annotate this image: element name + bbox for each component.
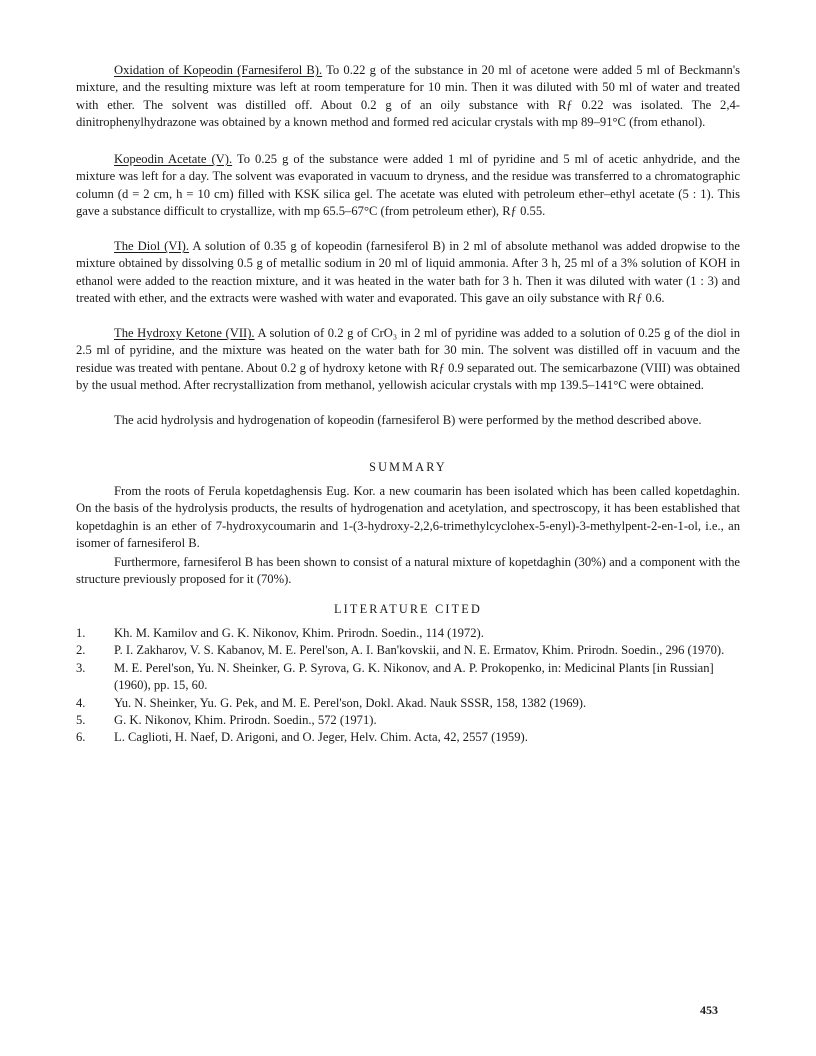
summary-paragraph-2 (76, 554, 740, 589)
section-heading-oxidation: Oxidation of Kopeodin (Farnesiferol B). (114, 63, 323, 77)
reference-text: M. E. Perel'son, Yu. N. Sheinker, G. P. Syrova, G. K. Nikonov, and A. P. Prokopenko, in: Medicinal Plants [in Russian] (1960), pp. 15, 60. (114, 660, 714, 693)
reference-number: 2. (76, 643, 86, 658)
summary-text: Furthermore, farnesiferol B has been shown to consist of a natural mixture of kopetdaghin (30%) and a component with the structure previously proposed for it (70%). (76, 555, 740, 587)
reference-text: L. Caglioti, H. Naef, D. Arigoni, and O. Jeger, Helv. Chim. Acta, 42, 2557 (1959). (114, 730, 528, 745)
paragraph-hydroxy-ketone (76, 325, 740, 395)
paragraph-body: The acid hydrolysis and hydrogenation of kopeodin (farnesiferol B) were performed by the method described above. (114, 413, 702, 427)
reference-item (76, 695, 740, 712)
paragraph-body: To 0.25 g of the substance were added 1 ml of pyridine and 5 ml of acetic anhydride, and the mixture was left for a day. The solvent was evaporated in vacuum to dryness, and the residue was transferred to a chromatographic column (d = 2 cm, h = 10 cm) filled with KSK silica gel. The acetate was eluted with petroleum ether–ethyl acetate (5 : 1). This gave a substance difficult to crystallize, with mp 65.5–67°C (from petroleum ether), Rƒ 0.55. (76, 152, 740, 219)
reference-text: Yu. N. Sheinker, Yu. G. Pek, and M. E. Perel'son, Dokl. Akad. Nauk SSSR, 158, 1382 (1969). (114, 695, 587, 710)
summary-text: From the roots of Ferula kopetdaghensis Eug. Kor. a new coumarin has been isolated which has been called kopetdaghin. On the basis of the hydrolysis products, the results of hydrogenation and acetylation, and spectroscopy, it has been established that kopetdaghin is an ether of 7-hydroxycoumarin and 1-(3-hydroxy-2,2,6-trimethylcyclohex-5-enyl)-3-methylpent-2-en-1-ol, i.e., an isomer of farnesiferol B. (76, 484, 740, 551)
paragraph-body: To 0.22 g of the substance in 20 ml of acetone were added 5 ml of Beckmann's mixture, and the resulting mixture was left at room temperature for 10 min. Then it was diluted with 50 ml of water and treated with ether. The solvent was distilled off. About 0.2 g of an oily substance with Rƒ 0.22 was isolated. The 2,4-dinitrophenylhydrazone was obtained by a known method and formed red acicular crystals with mp 89–91°C (from ethanol). (76, 63, 740, 130)
reference-number: 4. (76, 695, 86, 710)
reference-number: 1. (76, 626, 86, 640)
paragraph-body: A solution of 0.35 g of kopeodin (farnesiferol B) in 2 ml of absolute methanol was added dropwise to the mixture obtained by dissolving 0.5 g of metallic sodium in 20 ml of liquid ammonia. After 3 h, 25 ml of a 3% solution of KOH in ethanol were added to the reaction mixture, and it was heated in the water bath for 3 h. Then it was diluted with water (1 : 3) and treated with ether, and the extracts were washed with water and evaporated. This gave an oily substance with Rƒ 0.6. (76, 239, 740, 306)
paragraph-acetate (76, 151, 740, 221)
reference-number: 6. (76, 730, 86, 745)
summary-paragraph-1 (76, 483, 740, 553)
reference-text: Kh. M. Kamilov and G. K. Nikonov, Khim. Prirodn. Soedin., 114 (1972). (114, 626, 484, 640)
paragraph-acid-hydrolysis (76, 412, 740, 429)
paragraph-diol (76, 238, 740, 308)
reference-list (76, 625, 740, 747)
paragraph-body: A solution of 0.2 g of CrO₃ in 2 ml of pyridine was added to a solution of 0.25 g of the diol in 2.5 ml of pyridine, and the mixture was heated on the water bath for 30 min. The solvent was distilled off in vacuum and the residue was treated with pentane. About 0.2 g of hydroxy ketone with Rƒ 0.9 separated out. The semicarbazone (VIII) was obtained by the usual method. After recrystallization from methanol, yellowish acicular crystals with mp 139.5–141°C were obtained. (76, 326, 741, 393)
reference-item (76, 625, 740, 642)
reference-text: P. I. Zakharov, V. S. Kabanov, M. E. Perel'son, A. I. Ban'kovskii, and N. E. Ermatov, Khim. Prirodn. Soedin., 296 (1970). (114, 643, 725, 658)
reference-number: 5. (76, 713, 86, 728)
summary-heading: SUMMARY (369, 460, 447, 474)
reference-item (76, 660, 740, 695)
paragraph-oxidation (76, 62, 740, 132)
section-heading-acetate: Kopeodin Acetate (V). (114, 152, 233, 166)
reference-item (76, 642, 740, 659)
reference-item (76, 729, 740, 746)
reference-item (76, 712, 740, 729)
reference-number: 3. (76, 660, 86, 675)
section-heading-diol: The Diol (VI). (114, 239, 189, 253)
literature-heading: LITERATURE CITED (334, 602, 482, 616)
reference-text: G. K. Nikonov, Khim. Prirodn. Soedin., 572 (1971). (114, 713, 377, 728)
section-heading-hydroxy-ketone: The Hydroxy Ketone (VII). (114, 326, 255, 340)
page-number: 453 (700, 1003, 718, 1017)
